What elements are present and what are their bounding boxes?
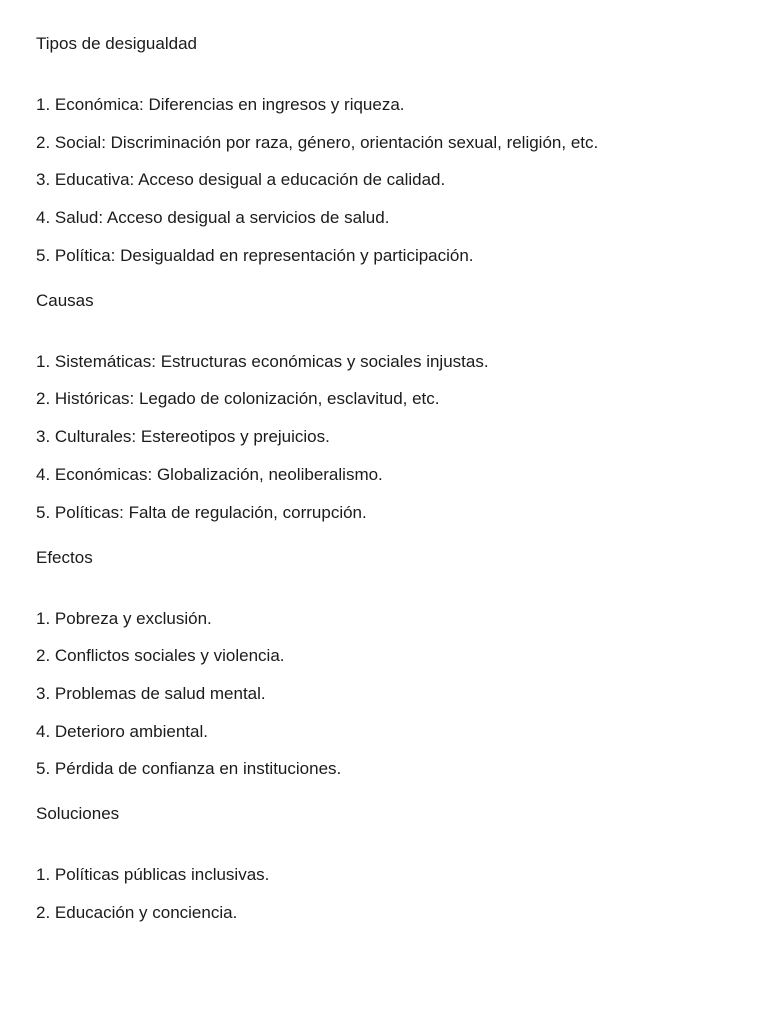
list-item: 5. Políticas: Falta de regulación, corrupción. [36,502,367,522]
list-item: 2. Históricas: Legado de colonización, esclavitud, etc. [36,389,440,409]
list-item: 4. Salud: Acceso desigual a servicios de salud. [36,208,390,228]
list-item: 2. Social: Discriminación por raza, género, orientación sexual, religión, etc. [36,132,599,152]
section-title: Tipos de desigualdad [36,34,197,53]
section-soluciones [36,803,736,924]
list-item: 2. Conflictos sociales y violencia. [36,646,285,666]
section-tipos-de-desigualdad [36,33,736,267]
document-body [36,33,736,947]
list-item: 1. Políticas públicas inclusivas. [36,865,270,885]
item-list [36,351,736,524]
list-item: 3. Culturales: Estereotipos y prejuicios. [36,427,330,447]
list-item: 2. Educación y conciencia. [36,902,238,922]
list-item: 1. Económica: Diferencias en ingresos y riqueza. [36,95,405,114]
list-item: 5. Pérdida de confianza en instituciones. [36,759,342,779]
section-causas [36,290,736,524]
item-list [36,94,736,267]
item-list [36,864,736,924]
section-efectos [36,547,736,781]
list-item: 5. Política: Desigualdad en representación y participación. [36,245,474,265]
list-item: 1. Sistemáticas: Estructuras económicas y sociales injustas. [36,351,489,371]
list-item: 1. Pobreza y exclusión. [36,608,212,628]
section-title: Efectos [36,547,93,567]
list-item: 3. Educativa: Acceso desigual a educación de calidad. [36,170,446,190]
list-item: 3. Problemas de salud mental. [36,683,266,703]
section-title: Soluciones [36,804,120,824]
list-item: 4. Económicas: Globalización, neoliberalismo. [36,464,383,484]
item-list [36,608,736,781]
list-item: 4. Deterioro ambiental. [36,721,208,741]
section-title: Causas [36,290,94,310]
